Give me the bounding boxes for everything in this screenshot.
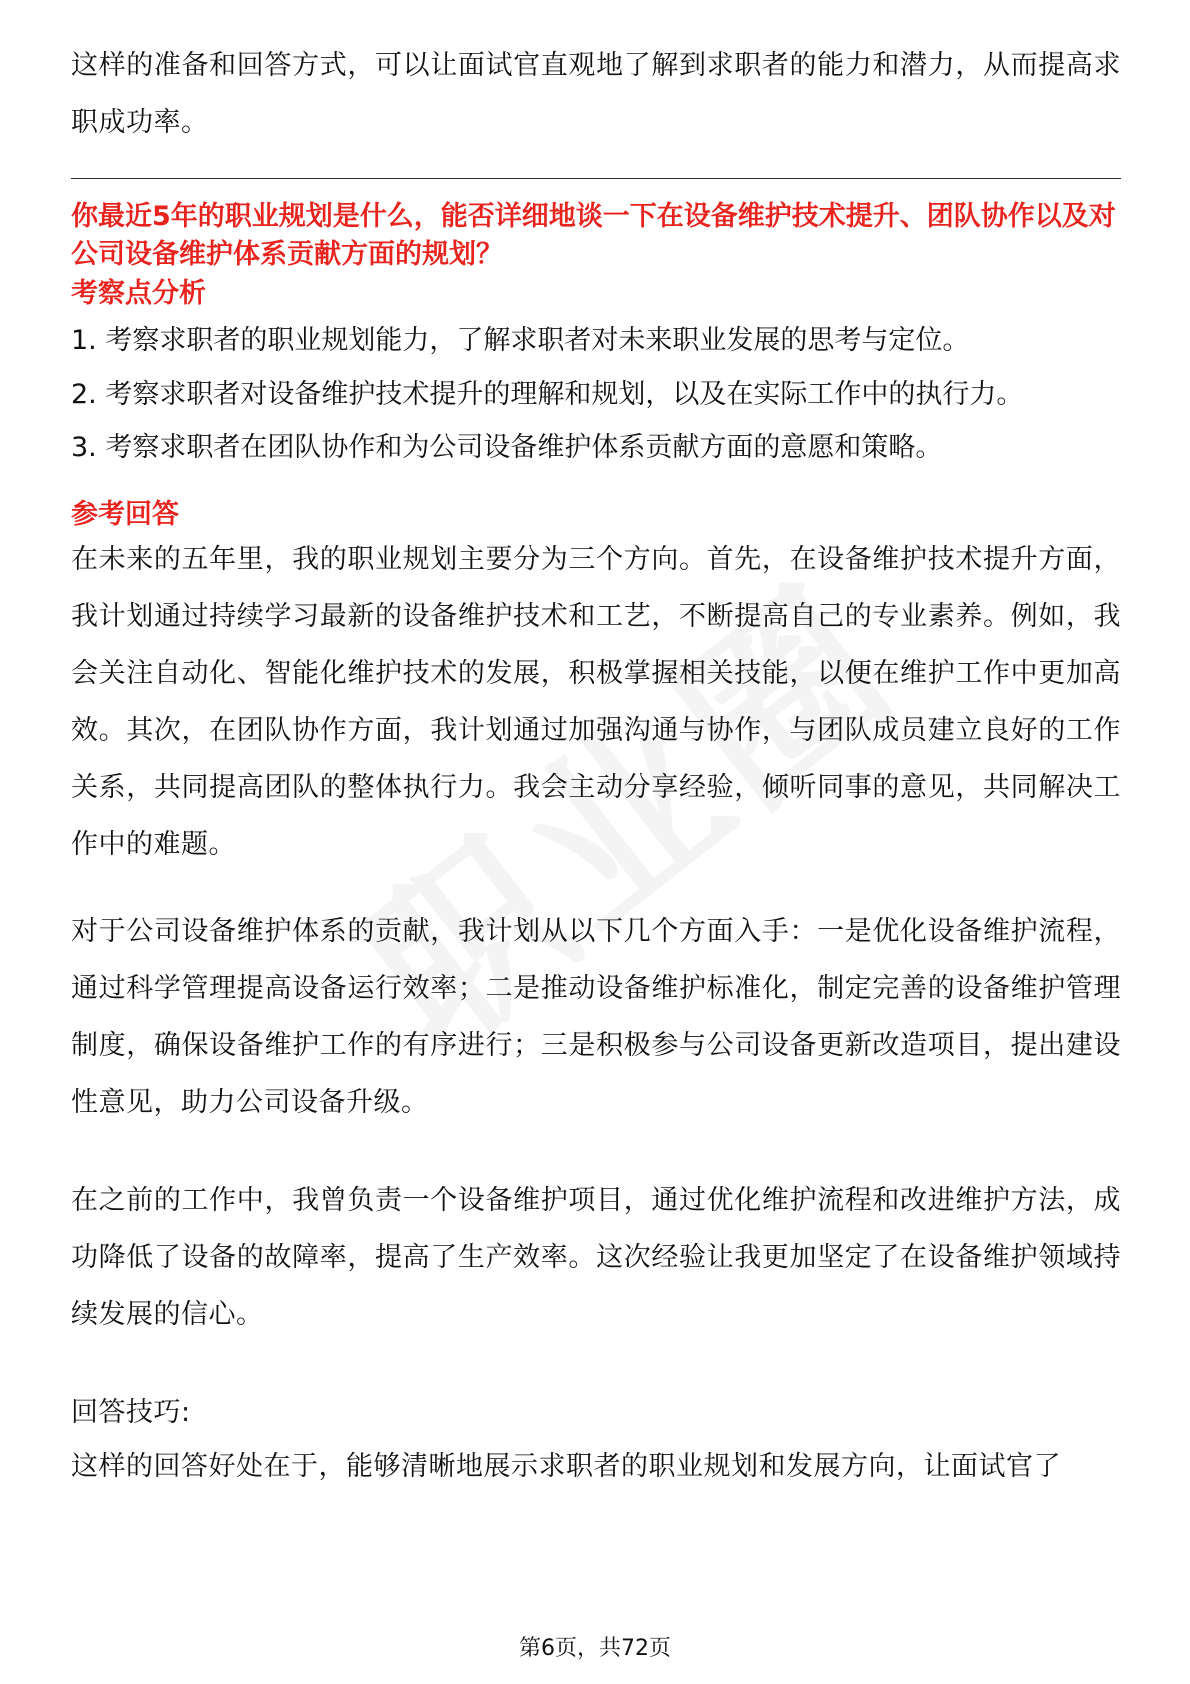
page-footer: 第6页，共72页 [519,1636,671,1661]
reference-heading: 参考回答 [71,499,179,530]
question-title: 你最近5年的职业规划是什么，能否详细地谈一下在设备维护技术提升、团队协作以及对公司设备维护体系贡献方面的规划？ [71,201,1116,270]
intro-paragraph: 这样的准备和回答方式，可以让面试官直观地了解到求职者的能力和潜力，从而提高求职成功率。 [71,50,1121,138]
reference-paragraph-1: 在未来的五年里，我的职业规划主要分为三个方向。首先，在设备维护技术提升方面，我计划通过持续学习最新的设备维护技术和工艺，不断提高自己的专业素养。例如，我会关注自动化、智能化维护技术的发展，积极掌握相关技能，以便在维护工作中更加高效。其次，在团队协作方面，我计划通过加强沟通与协作，与团队成员建立良好的工作关系，共同提高团队的整体执行力。我会主动分享经验，倾听同事的意见，共同解决工作中的难题。 [71,544,1121,860]
tips-heading: 回答技巧: [71,1397,191,1428]
divider [71,178,1121,179]
reference-paragraph-2: 对于公司设备维护体系的贡献，我计划从以下几个方面入手：一是优化设备维护流程，通过科学管理提高设备运行效率；二是推动设备维护标准化，制定完善的设备维护管理制度，确保设备维护工作的有序进行；三是积极参与公司设备更新改造项目，提出建设性意见，助力公司设备升级。 [71,916,1121,1118]
tips-text: 这样的回答好处在于，能够清晰地展示求职者的职业规划和发展方向，让面试官了 [71,1451,1061,1482]
analysis-item-1: 1. 考察求职者的职业规划能力，了解求职者对未来职业发展的思考与定位。 [71,325,970,356]
analysis-heading: 考察点分析 [71,278,206,309]
analysis-item-2: 2. 考察求职者对设备维护技术提升的理解和规划，以及在实际工作中的执行力。 [71,379,1024,410]
analysis-item-3: 3. 考察求职者在团队协作和为公司设备维护体系贡献方面的意愿和策略。 [71,432,943,463]
reference-paragraph-3: 在之前的工作中，我曾负责一个设备维护项目，通过优化维护流程和改进维护方法，成功降低了设备的故障率，提高了生产效率。这次经验让我更加坚定了在设备维护领域持续发展的信心。 [71,1185,1121,1330]
